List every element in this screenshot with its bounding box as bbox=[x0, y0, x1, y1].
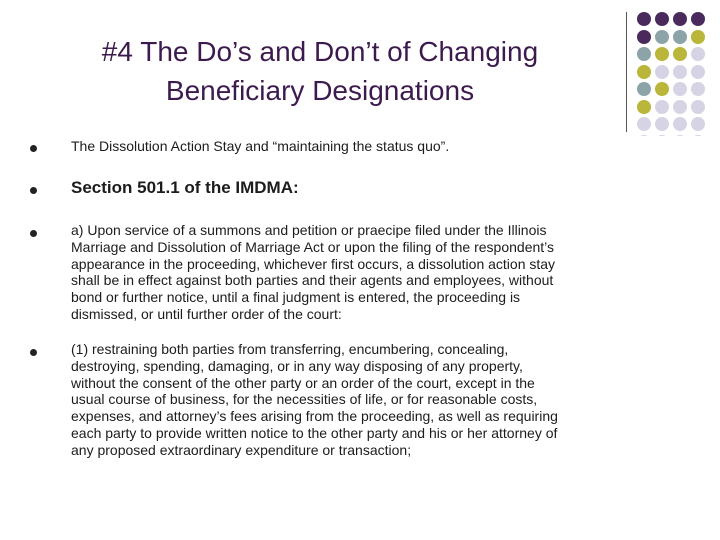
decorative-dot-icon bbox=[673, 135, 687, 137]
bullet-text: a) Upon service of a summons and petition or praecipe filed under the Illinois Marriage and Dissolution of Marriage Act or upon the filing of the respondent’s appearance in the proceeding, whichever first occurs, a dissolution action stay shall be in effect against both parties and their agents and employees, without bond or further notice, until a final judgment is entered, the proceeding is dismissed, or until further order of the court: bbox=[71, 222, 556, 322]
slide-title: #4 The Do’s and Don’t of Changing Beneficiary Designations bbox=[101, 36, 539, 106]
decorative-dot-icon bbox=[655, 30, 669, 44]
decorative-dot-icon bbox=[673, 117, 687, 131]
decorative-dot-icon bbox=[673, 82, 687, 96]
decorative-dot-icon bbox=[637, 65, 651, 79]
decorative-dot-icon bbox=[691, 30, 705, 44]
decorative-dot-icon bbox=[691, 135, 705, 137]
decorative-dot-icon bbox=[655, 135, 669, 137]
bullet-text: (1) restraining both parties from transferring, encumbering, concealing, destroying, spending, damaging, or in any way disposing of any property, without the consent of the other party or an order of the court, except in the usual course of business, for the necessities of life, or for reasonable costs, expenses, and attorney’s fees arising from the proceeding, as well as requiring each party to provide written notice to the other party and his or her attorney of any proposed extraordinary expenditure or transaction; bbox=[71, 341, 558, 458]
decorative-dot-icon bbox=[673, 65, 687, 79]
decorative-dot-icon bbox=[637, 100, 651, 114]
decorative-dot-icon bbox=[691, 100, 705, 114]
decorative-dot-icon bbox=[673, 100, 687, 114]
decorative-dot-icon bbox=[673, 47, 687, 61]
decorative-dot-icon bbox=[637, 117, 651, 131]
decorative-dot-icon bbox=[637, 82, 651, 96]
decorative-dot-icon bbox=[655, 100, 669, 114]
decorative-dot-icon bbox=[691, 82, 705, 96]
decorative-dot-icon bbox=[691, 117, 705, 131]
decorative-dot-icon bbox=[655, 117, 669, 131]
decorative-dot-icon bbox=[655, 65, 669, 79]
bullet-text: The Dissolution Action Stay and “maintaining the status quo”. bbox=[71, 138, 450, 154]
bullet-dot-icon bbox=[30, 145, 37, 152]
decorative-dot-icon bbox=[637, 12, 651, 26]
bullet-dot-icon bbox=[30, 349, 37, 356]
decorative-dot-icon bbox=[673, 12, 687, 26]
decorative-dot-icon bbox=[655, 82, 669, 96]
decorative-dot-grid bbox=[637, 12, 720, 136]
decorative-dot-icon bbox=[655, 12, 669, 26]
decorative-dot-icon bbox=[637, 135, 651, 137]
bullet-text: Section 501.1 of the IMDMA: bbox=[71, 178, 299, 197]
bullet-dot-icon bbox=[30, 187, 37, 194]
bullet-dot-icon bbox=[30, 230, 37, 237]
decorative-dot-icon bbox=[637, 47, 651, 61]
title-divider bbox=[626, 12, 627, 132]
decorative-dot-icon bbox=[691, 47, 705, 61]
decorative-dot-icon bbox=[691, 65, 705, 79]
decorative-dot-icon bbox=[691, 12, 705, 26]
decorative-dot-icon bbox=[655, 47, 669, 61]
decorative-dot-icon bbox=[637, 30, 651, 44]
decorative-dot-icon bbox=[673, 30, 687, 44]
